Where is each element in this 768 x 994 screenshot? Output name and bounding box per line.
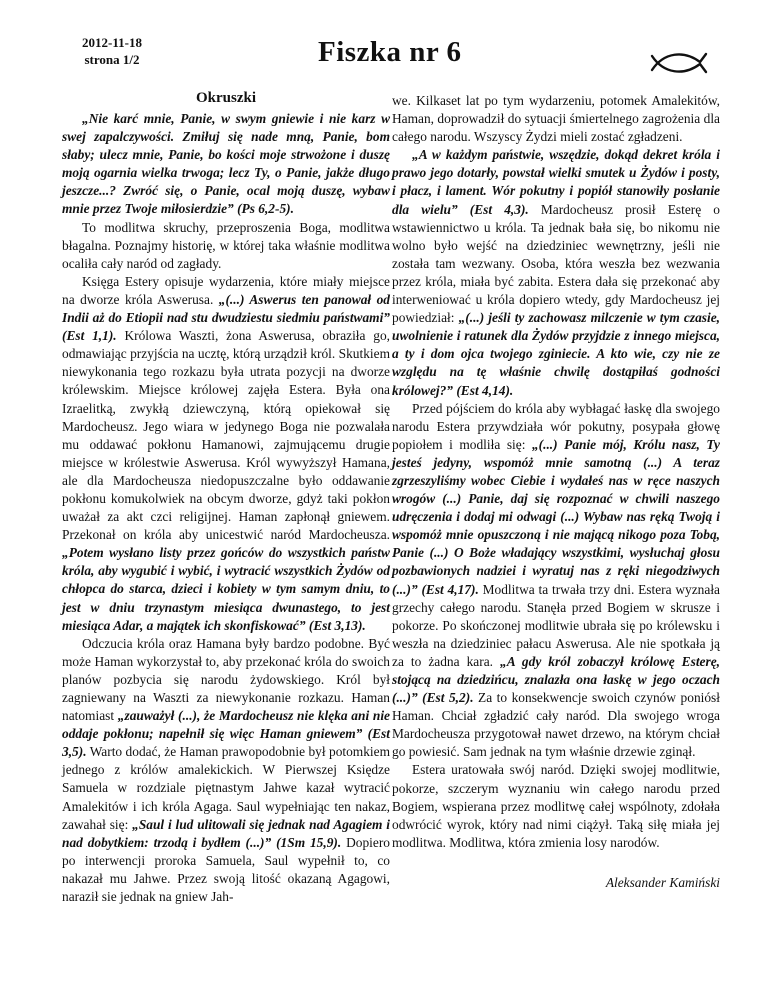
paragraph	[62, 273, 390, 635]
page-number: strona 1/2	[84, 52, 140, 67]
date-label: 2012-11-18	[82, 35, 142, 50]
paragraph: Estera uratowała swój naród. Dzięki swojej modlitwie, pokorze, szczerym wyznaniu win całego narodu przed Bogiem, wspierana przez modlitwę całej wspólnoty, zdołała odwrócić wyrok, który nad nimi ciążył. Taką siłę miała jej modlitwa. Modlitwa, która zmienia losy narodów.	[392, 762, 720, 850]
text: Dopiero po interwencji proroka Samuela, Saul wypełnił to, co nakazał mu Jahwe. Przez swoją litość okazaną Agagowi, naraził sie jednak na gniew Jah-	[62, 834, 390, 905]
text: Odczucia króla oraz Hamana były bardzo podobne. Być może Haman wykorzystał to, aby przekonać króla do swoich planów pozbycia się narodu żydowskiego. Król był zagniewany na Waszti za niewykonanie rozkazu. Haman natomiast	[62, 635, 390, 724]
text: Królowa Waszti, żona Aswerusa, obraziła go, odmawiając przyjścia na ucztę, którą urządził król. Skutkiem niewykonania tego rozkazu była utrata pozycji na dworze królewskim. Miejsce królowej zajęła Estera. Była ona Izraelitką, zwykłą dziewczyną, którą opiekował się Mardocheusz. Jego wiara w jedynego Boga nie pozwalała mu oddawać pokłonu Hamanowi, zajmującemu drugie miejsce w królestwie Aswerusa. Król wywyższył Hamana, ale dla Mardocheusza niedopuszczalne było oddawanie pokłonu komukolwiek na obcym dworze, gdyż taki pokłon uważał za akt czci religijnej. Haman zapłonął gniewem. Przekonał on króla aby unicestwić naród Mardocheusza.	[62, 328, 390, 543]
text: Przed pójściem do króla aby wybłagać łaskę dla swojego narodu Estera przywdziała wór pokutny, posypała głowę popiołem i modliła się:	[392, 400, 720, 452]
text: Modlitwa ta trwała trzy dni. Estera wyznała grzechy całego narodu. Stanęła przed Bogiem w skrusze i pokorze. Po skończonej modlitwie ubrała się po królewsku i weszła na dziedziniec pałacu Aswerusa. Ale nie spotkała ją za to żadna kara.	[392, 581, 720, 669]
psalm-quote: „Nie karć mnie, Panie, w swym gniewie i nie karz w swej zapalczywości. Zmiłuj się nade mną, Panie, bom słaby; ulecz mnie, Panie, bo kości moje strwożone i duszę moją ogarnia wielka trwoga; lecz Ty, o Panie, jakże długo jeszcze...? Zwróć się, o Panie, ocal moją duszę, wybaw mnie przez Twoje miłosierdzie” (Ps 6,2-5).	[62, 111, 390, 217]
quote: „A gdy król zobaczył królowę Esterę, stojącą na dziedzińcu, znalazła ona łaskę w jego oczach (...)” (Est 5,2).	[392, 653, 720, 706]
quote: „A w każdym państwie, wszędzie, dokąd dekret króla i prawo jego dotarły, powstał wielki smutek u Żydów i posty, i płacz, i lament. Wór pokutny i popiół stanowiły posłanie dla wielu” (Est 4,3).	[392, 147, 720, 217]
quote: „(...) jeśli ty zachowasz milczenie w tym czasie, uwolnienie i ratunek dla Żydów przyjdzie z innego miejsca, a ty i dom ojca twojego zginiecie. A kto wie, czy nie ze względu na tę właśnie chwilę dostąpiłaś godności królowej?” (Est 4,14).	[392, 310, 720, 398]
left-column	[62, 88, 390, 906]
section-title: Okruszki	[195, 90, 256, 106]
text: Księga Estery opisuje wydarzenia, które miały miejsce na dworze króla Aswerusa.	[62, 273, 390, 307]
quote: „Saul i lud ulitowali się jednak nad Agagiem i nad dobytkiem: trzodą i bydłem (...)” (1Sm 15,9).	[62, 816, 390, 850]
ichthys-fish-icon	[650, 48, 708, 78]
paragraph	[392, 400, 720, 762]
text: Warto dodać, że Haman prawopodobnie był potomkiem jednego z królów amalekickich. W Pierwszej Księdze Samuela w rozdziale piętnastym Jahwe kazał wytracić Amalekitów i ich króla Agaga. Saul wypełniając ten nakaz, zawahał się:	[62, 744, 390, 832]
right-column	[392, 92, 720, 892]
text: Mardocheusz prosił Esterę o wstawiennictwo u króla. Ta jednak bała się, bo nikomu nie wolno było wejść na dziedziniec wewnętrzny, jeśli nie została tam wezwany. Osoba, która weszła bez wezwania przez króla, miała być zabita. Estera dała się przekonać aby interweniować u króla dopiero wtedy, gdy Mardocheusz jej powiedział:	[392, 201, 720, 326]
author-signature: Aleksander Kamiński	[605, 874, 720, 890]
paragraph: To modlitwa skruchy, przeproszenia Boga, modlitwa błagalna. Poznajmy historię, w której taka właśnie modlitwa ocaliła cały naród od zagłady.	[62, 219, 390, 271]
quote: „zauważył (...), że Mardocheusz nie klęka ani nie oddaje pokłonu; napełnił się więc Haman gniewem” (Est 3,5).	[62, 708, 390, 760]
page-title: Fiszka nr 6	[318, 36, 462, 68]
quote: „(...) Aswerus ten panował od Indii aż do Etiopii nad stu dwudziestu siedmiu państwami” (Est 1,1).	[62, 291, 390, 344]
paragraph	[392, 146, 720, 399]
quote: „Potem wysłano listy przez gońców do wszystkich państw króla, aby wygubić i wybić, i wytracić wszystkich Żydów od chłopca do starca, dzieci i kobiety w tym samym dniu, to jest w dniu trzynastym miesiąca dwunastego, to jest miesiąca Adar, a majątek ich skonfiskować” (Est 3,13).	[62, 545, 390, 633]
quote: „(...) Panie mój, Królu nasz, Ty jesteś jedyny, wspomóż mnie samotną (...) A teraz zgrzeszyliśmy wobec Ciebie i wydałeś nas w ręce naszych wrogów (...) Panie, daj się rozpoznać w chwili naszego udręczenia i dodaj mi odwagi (...) Wybaw nas ręką Twoją i wspomóż mnie opuszczoną i nie mającą nikogo poza Tobą, Panie (...) O Boże władający wszystkimi, wysłuchaj głosu pozbawionych nadziei i wyratuj nas z ręki niegodziwych (...)” (Est 4,17).	[392, 436, 720, 597]
meta-block	[66, 34, 158, 68]
paragraph	[62, 635, 390, 906]
text: Za to konsekwencje swoich czynów poniósł Haman. Chciał zgładzić cały naród. Dla swojego wroga Mardocheusza przygotował nawet drzewo, na którym chciał go powiesić. Sam jednak na tym właśnie drzewie zginął.	[392, 690, 720, 760]
paragraph: we. Kilkaset lat po tym wydarzeniu, potomek Amalekitów, Haman, doprowadził do sytuacji śmiertelnego zagrożenia dla całego narodu. Wszyscy Żydzi mieli zostać zgładzeni.	[392, 93, 720, 145]
header	[0, 0, 768, 92]
